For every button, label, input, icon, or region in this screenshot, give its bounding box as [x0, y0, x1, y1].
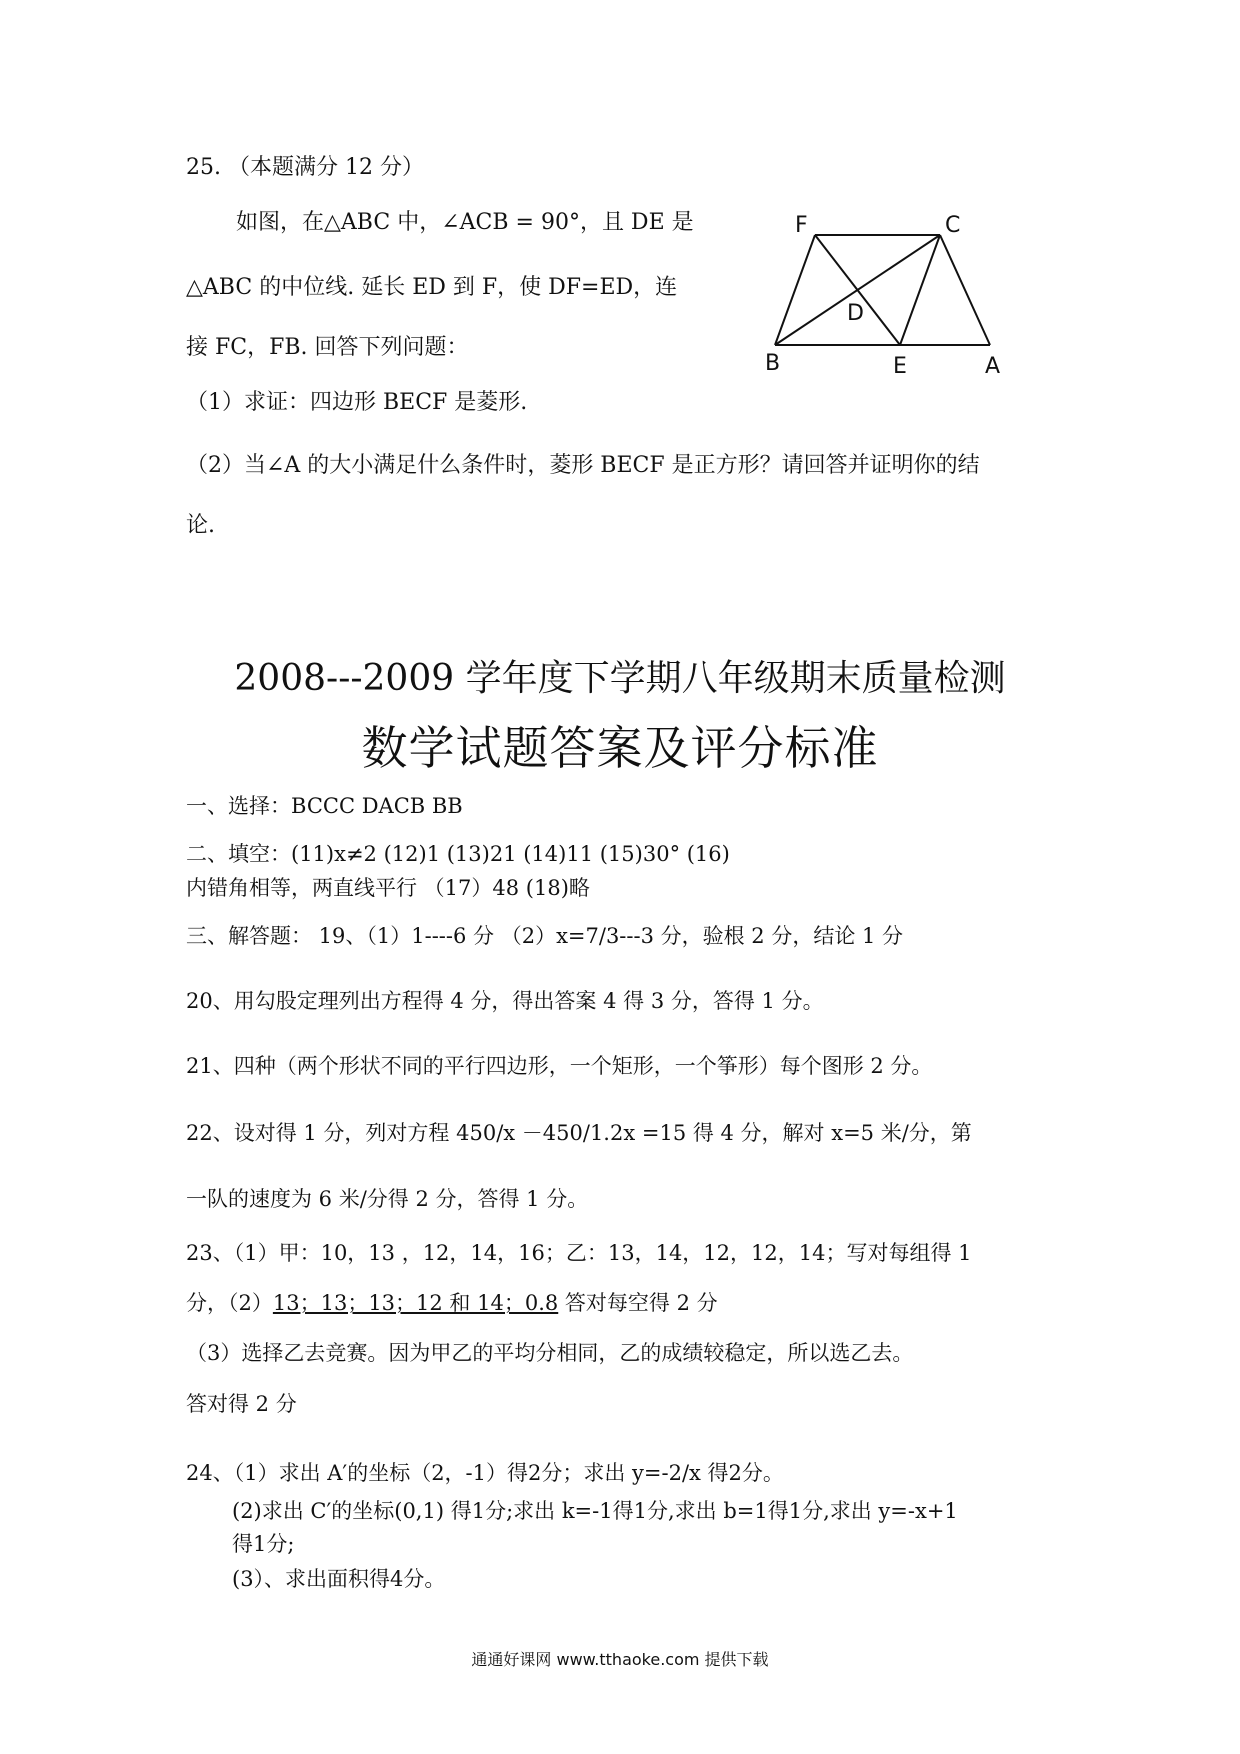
answer-title-line1: 2008---2009 学年度下学期八年级期末质量检测	[234, 658, 1006, 699]
label-d: D	[847, 301, 864, 326]
answer-q22-line2: 一队的速度为 6 米/分得 2 分，答得 1 分。	[186, 1187, 589, 1211]
answer-q23-line2-suffix: 答对每空得 2 分	[558, 1291, 718, 1315]
question-25-line1: 如图，在△ABC 中，∠ACB = 90°，且 DE 是	[236, 210, 694, 235]
answer-section-2-line2: 内错角相等，两直线平行 （17）48 (18)略	[186, 876, 590, 900]
segment-ce	[900, 235, 940, 345]
question-25-header: 25. （本题满分 12 分）	[186, 155, 424, 180]
label-e: E	[893, 354, 907, 379]
answer-q24-line4: (3）、求出面积得4分。	[232, 1567, 446, 1591]
question-25-line3: 接 FC，FB. 回答下列问题：	[186, 335, 469, 360]
answer-q24-line2: (2)求出 C′的坐标(0,1) 得1分;求出 k=-1得1分,求出 b=1得1分,求出 y=-x+1	[232, 1499, 958, 1523]
answer-q24-line3: 得1分;	[232, 1532, 295, 1556]
label-b: B	[765, 351, 781, 376]
segment-ca	[940, 235, 990, 345]
segment-bf	[775, 235, 815, 345]
question-25-line2: △ABC 的中位线. 延长 ED 到 F，使 DF=ED，连	[186, 275, 678, 300]
footer-download-note: 通通好课网 www.tthaoke.com 提供下载	[471, 1650, 769, 1669]
answer-q20: 20、用勾股定理列出方程得 4 分，得出答案 4 得 3 分，答得 1 分。	[186, 989, 824, 1013]
answer-q22-line1: 22、设对得 1 分，列对方程 450/x －450/1.2x =15 得 4 分，解对 x=5 米/分，第	[186, 1121, 972, 1145]
answer-q23-line4: 答对得 2 分	[186, 1392, 297, 1416]
answer-q21: 21、四种（两个形状不同的平行四边形，一个矩形，一个筝形）每个图形 2 分。	[186, 1054, 933, 1078]
question-25-part2-line2: 论.	[186, 513, 215, 538]
answer-q23-line2	[186, 1287, 718, 1317]
segment-fe	[815, 235, 900, 345]
question-25-part2-line1: （2）当∠A 的大小满足什么条件时，菱形 BECF 是正方形？请回答并证明你的结	[186, 453, 980, 478]
answer-section-1: 一、选择：BCCC DACB BB	[186, 794, 463, 818]
label-f: F	[795, 213, 808, 238]
answer-section-2-line1: 二、填空：(11)x≠2 (12)1 (13)21 (14)11 (15)30° (16)	[186, 842, 730, 866]
answer-q24-line1: 24、（1）求出 A′的坐标（2，-1）得2分；求出 y=-2/x 得2分。	[186, 1461, 784, 1485]
label-a: A	[985, 354, 1001, 379]
answer-section-3: 三、解答题： 19、（1）1----6 分 （2）x=7/3---3 分，验根 2 分，结论 1 分	[186, 924, 904, 948]
question-25-part1: （1）求证：四边形 BECF 是菱形.	[186, 390, 528, 415]
answer-q23-line3: （3）选择乙去竞赛。因为甲乙的平均分相同，乙的成绩较稳定，所以选乙去。	[186, 1341, 914, 1365]
answer-q23-line2-prefix: 分，（2）	[186, 1291, 273, 1315]
rhombus-figure	[765, 210, 1015, 380]
answer-q23-underlined: 13；13；13；12 和 14；0.8	[272, 1291, 559, 1315]
label-c: C	[945, 213, 961, 238]
answer-title-line2: 数学试题答案及评分标准	[361, 721, 879, 775]
answer-q23-line1: 23、（1）甲：10，13 ，12，14，16；乙：13，14，12，12，14；写对每组得 1	[186, 1241, 972, 1265]
